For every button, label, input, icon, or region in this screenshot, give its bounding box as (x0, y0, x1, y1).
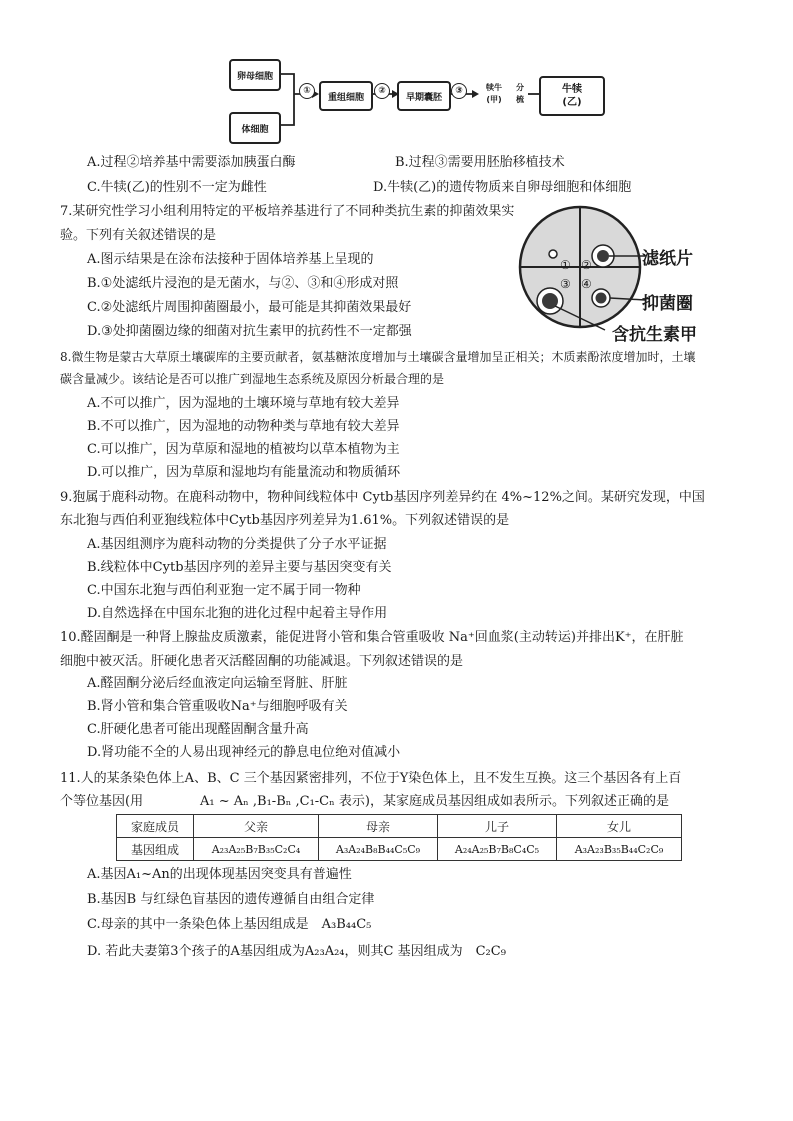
label-filter-paper: 滤纸片 (642, 249, 693, 269)
oocyte-box (229, 59, 281, 91)
q7-option-a: A.图示结果是在涂布法接种于固体培养基上呈现的 (87, 252, 374, 267)
q8-option-c: C.可以推广，因为草原和湿地的植被均以草本植物为主 (87, 442, 400, 457)
q9-option-c: C.中国东北狍与西伯利亚狍一定不属于同一物种 (87, 583, 361, 598)
step-1-marker: ① (299, 83, 315, 99)
q6-option-b: B.过程③需要用胚胎移植技术 (395, 155, 565, 170)
somatic-label: 体细胞 (241, 124, 269, 135)
table-header-cell: 父亲 (194, 815, 319, 838)
reconstructed-cell-box (319, 81, 373, 111)
table-header-cell: 家庭成员 (117, 815, 194, 838)
q8-stem-line1: 8.微生物是蒙古大草原土壤碳库的主要贡献者，氨基糖浓度增加与土壤碳含量增加呈正相关；木质素酚浓度增加时，土壤 (60, 350, 696, 364)
q11-option-d: D. 若此夫妻第3个孩子的A基因组成为A₂₃A₂₄，则其C 基因组成为 C₂C₉ (87, 944, 506, 959)
q10-stem-line2: 细胞中被灭活。肝硬化患者灭活醛固酮的功能减退。下列叙述错误的是 (60, 654, 464, 669)
q8-stem-line2: 碳含量减少。该结论是否可以推广到湿地生态系统及原因分析最合理的是 (60, 372, 445, 386)
reconstructed-cell-label: 重组细胞 (327, 92, 364, 103)
q8-option-d: D.可以推广，因为草原和湿地均有能量流动和物质循环 (87, 465, 401, 480)
q11-option-c: C.母亲的其中一条染色体上基因组成是 A₃B₄₄C₅ (87, 917, 372, 932)
q9-stem-line2: 东北狍与西伯利亚狍线粒体中Cytb基因序列差异为1.61%。下列叙述错误的是 (60, 513, 510, 528)
table-row-label: 基因组成 (117, 838, 194, 861)
plate-number-2: ② (581, 258, 592, 272)
table-header-cell: 女儿 (557, 815, 682, 838)
q9-option-a: A.基因组测序为鹿科动物的分类提供了分子水平证据 (87, 537, 387, 552)
filter-disc-4 (596, 293, 607, 304)
q11-stem-line2a: 个等位基因(用 (60, 794, 144, 809)
table-header-row (117, 815, 682, 838)
q6-option-d: D.牛犊(乙)的遗传物质来自卵母细胞和体细胞 (373, 180, 632, 195)
table-header-cell: 母亲 (319, 815, 438, 838)
q10-option-b: B.肾小管和集合管重吸收Na⁺与细胞呼吸有关 (87, 699, 348, 714)
table-cell: A₃A₂₄B₈B₄₄C₅C₉ (319, 838, 438, 861)
q7-option-d: D.③处抑菌圈边缘的细菌对抗生素甲的抗药性不一定都强 (87, 324, 412, 339)
plate-number-3: ③ (560, 277, 571, 291)
culture-plate-svg (515, 202, 645, 332)
q10-option-a: A.醛固酮分泌后经血液定向运输至肾脏、肝脏 (87, 676, 348, 691)
calf-b-box (539, 76, 605, 116)
q6-option-c: C.牛犊(乙)的性别不一定为雌性 (87, 180, 267, 195)
q10-option-d: D.肾功能不全的人易出现神经元的静息电位绝对值减小 (87, 745, 401, 760)
somatic-box (229, 112, 281, 144)
q11-option-a: A.基因A₁~An的出现体现基因突变具有普遍性 (87, 867, 352, 882)
q7-option-b: B.①处滤纸片浸泡的是无菌水，与②、③和④形成对照 (87, 276, 399, 291)
oocyte-label: 卵母细胞 (236, 71, 273, 82)
label-antibiotic-a: 含抗生素甲 (612, 325, 697, 345)
filter-disc-2 (597, 250, 609, 262)
q11-stem-line1: 11.人的某条染色体上A、B、C 三个基因紧密排列，不位于Y染色体上，且不发生互换。这三个基因各有上百 (60, 771, 682, 786)
q9-option-b: B.线粒体中Cytb基因序列的差异主要与基因突变有关 (87, 560, 392, 575)
early-embryo-label: 早期囊胚 (405, 92, 442, 103)
table-row (117, 838, 682, 861)
filter-disc-1 (549, 250, 557, 258)
q10-stem-line1: 10.醛固酮是一种肾上腺盐皮质激素，能促进肾小管和集合管重吸收 Na⁺回血浆(主动转运)并排出K⁺，在肝脏 (60, 630, 684, 645)
table-cell: A₂₃A₂₅B₇B₃₅C₂C₄ (194, 838, 319, 861)
label-inhibition-zone: 抑菌圈 (642, 294, 693, 314)
table-cell: A₂₄A₂₅B₇B₈C₄C₅ (438, 838, 557, 861)
q6-option-a: A.过程②培养基中需要添加胰蛋白酶 (87, 155, 296, 170)
step-3-marker: ③ (451, 83, 467, 99)
q11-stem-line2b: A₁ ~ Aₙ ,B₁-Bₙ ,C₁-Cₙ 表示)，某家庭成员基因组成如表所示。下列叙述正确的是 (200, 794, 669, 809)
q9-stem-line1: 9.狍属于鹿科动物。在鹿科动物中，物种间线粒体中 Cytb基因序列差异约在 4%~12%之间。某研究发现，中国 (60, 490, 705, 505)
diagram-connectors (0, 0, 793, 150)
q7-option-c: C.②处滤纸片周围抑菌圈最小，最可能是其抑菌效果最好 (87, 300, 412, 315)
q8-option-b: B.不可以推广，因为湿地的动物种类与草地有较大差异 (87, 419, 400, 434)
q7-stem-line1: 7.某研究性学习小组利用特定的平板培养基进行了不同种类抗生素的抑菌效果实 (60, 204, 515, 219)
q11-option-b: B.基因B 与红绿色盲基因的遗传遵循自由组合定律 (87, 892, 375, 907)
calf-b-label: 牛犊 (乙) (562, 84, 582, 108)
plate-number-4: ④ (581, 277, 592, 291)
divide-label: 分 梳 (516, 83, 524, 104)
table-cell: A₃A₂₃B₃₅B₄₄C₂C₉ (557, 838, 682, 861)
q8-option-a: A.不可以推广，因为湿地的土壤环境与草地有较大差异 (87, 396, 400, 411)
q10-option-c: C.肝硬化患者可能出现醛固酮含量升高 (87, 722, 309, 737)
early-embryo-box (397, 81, 451, 111)
step-2-marker: ② (374, 83, 390, 99)
calf-a-label: 犊牛 (甲) (486, 83, 502, 104)
plate-number-1: ① (560, 258, 571, 272)
q7-stem-line2: 验。下列有关叙述错误的是 (60, 228, 217, 243)
q9-option-d: D.自然选择在中国东北狍的进化过程中起着主导作用 (87, 606, 388, 621)
table-header-cell: 儿子 (438, 815, 557, 838)
genotype-table (116, 814, 682, 861)
